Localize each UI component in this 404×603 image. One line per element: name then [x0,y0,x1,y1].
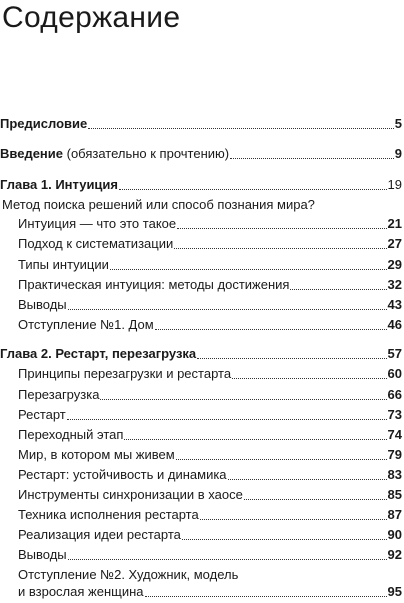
dot-leader [68,308,387,310]
toc-page: 9 [394,146,402,161]
toc-page: 32 [387,277,402,292]
toc-entry-preface [0,115,404,135]
dot-leader [88,127,394,129]
toc-subtitle-line: Метод поиска решений или способ познания мира? [2,197,315,212]
toc-label-line: Отступление №2. Художник, модель [18,567,239,582]
toc-entry [0,506,404,526]
dot-leader [100,398,386,400]
toc-label: Мир, в котором мы живем [18,447,175,462]
toc-label: Глава 1. Интуиция [0,177,119,192]
toc-entry [0,316,404,336]
toc-entry [0,426,404,446]
dot-leader [155,328,387,330]
toc-page: 74 [387,427,402,442]
toc-label: Перезагрузка [18,387,100,402]
dot-leader [244,498,387,500]
dot-leader [174,247,386,249]
dot-leader [110,268,387,270]
dot-leader [290,288,386,290]
toc-entry [0,256,404,276]
toc-label: Подход к систематизации [18,236,174,251]
toc-label: Рестарт [18,407,66,422]
toc-page: 87 [387,507,402,522]
toc-page: 95 [387,584,402,599]
toc-label-note: (обязательно к прочтению) [63,146,230,161]
toc-page: 90 [387,527,402,542]
toc-page: 19 [387,177,402,192]
toc-label: Предисловие [0,116,88,131]
toc-label: Выводы [18,547,67,562]
toc-label: Рестарт: устойчивость и динамика [18,467,227,482]
toc-page: 92 [387,547,402,562]
dot-leader [230,157,394,159]
toc-entry [0,296,404,316]
toc-page: 27 [387,236,402,251]
dot-leader [176,458,387,460]
toc-label: Реализация идеи рестарта [18,527,181,542]
toc-label: Переходный этап [18,427,124,442]
toc-label: Выводы [18,297,67,312]
toc-page: 73 [387,407,402,422]
toc-entry [0,446,404,466]
toc-entry [0,276,404,296]
toc-entry-chapter-1 [0,176,404,196]
toc-entry [0,365,404,385]
dot-leader [67,418,387,420]
dot-leader [197,357,386,359]
toc-entry [0,466,404,486]
dot-leader [232,377,386,379]
toc-label: Инструменты синхронизации в хаосе [18,487,243,502]
toc-entry-chapter-2 [0,345,404,365]
toc-page: 57 [387,346,402,361]
toc-entry [0,546,404,566]
toc-label: Интуиция — что это такое [18,216,177,231]
toc-page: 85 [387,487,402,502]
toc-page: 29 [387,257,402,272]
toc-entry [0,215,404,235]
toc-page: 21 [387,216,402,231]
dot-leader [177,227,386,229]
toc-entry-introduction [0,145,404,165]
dot-leader [124,438,386,440]
dot-leader [68,558,387,560]
toc-label: Типы интуиции [18,257,109,272]
toc-label: Принципы перезагрузки и рестарта [18,366,232,381]
toc-entry [0,386,404,406]
toc-entry [0,486,404,506]
toc-entry [0,235,404,255]
toc-label: и взрослая женщина [18,584,144,599]
dot-leader [228,478,387,480]
toc-label: Отступление №1. Дом [18,317,154,332]
toc-label: Практическая интуиция: методы достижения [18,277,290,292]
dot-leader [182,538,387,540]
toc-page: 5 [394,116,402,131]
dot-leader [200,518,387,520]
toc-label: Техника исполнения рестарта [18,507,199,522]
toc-page: 79 [387,447,402,462]
toc-page: 43 [387,297,402,312]
toc-label-bold: Введение [0,146,63,161]
toc-entry-digression-2-line-2 [0,583,404,603]
dot-leader [145,595,387,597]
toc-entry [0,526,404,546]
toc-page: 46 [387,317,402,332]
toc-page: 60 [387,366,402,381]
toc-entry [0,406,404,426]
dot-leader [119,188,387,190]
toc-chapter-1-subtitle [0,196,404,216]
toc-page: 66 [387,387,402,402]
toc-label: Глава 2. Рестарт, перезагрузка [0,346,197,361]
page-title: Содержание [2,1,181,34]
toc-page: 83 [387,467,402,482]
